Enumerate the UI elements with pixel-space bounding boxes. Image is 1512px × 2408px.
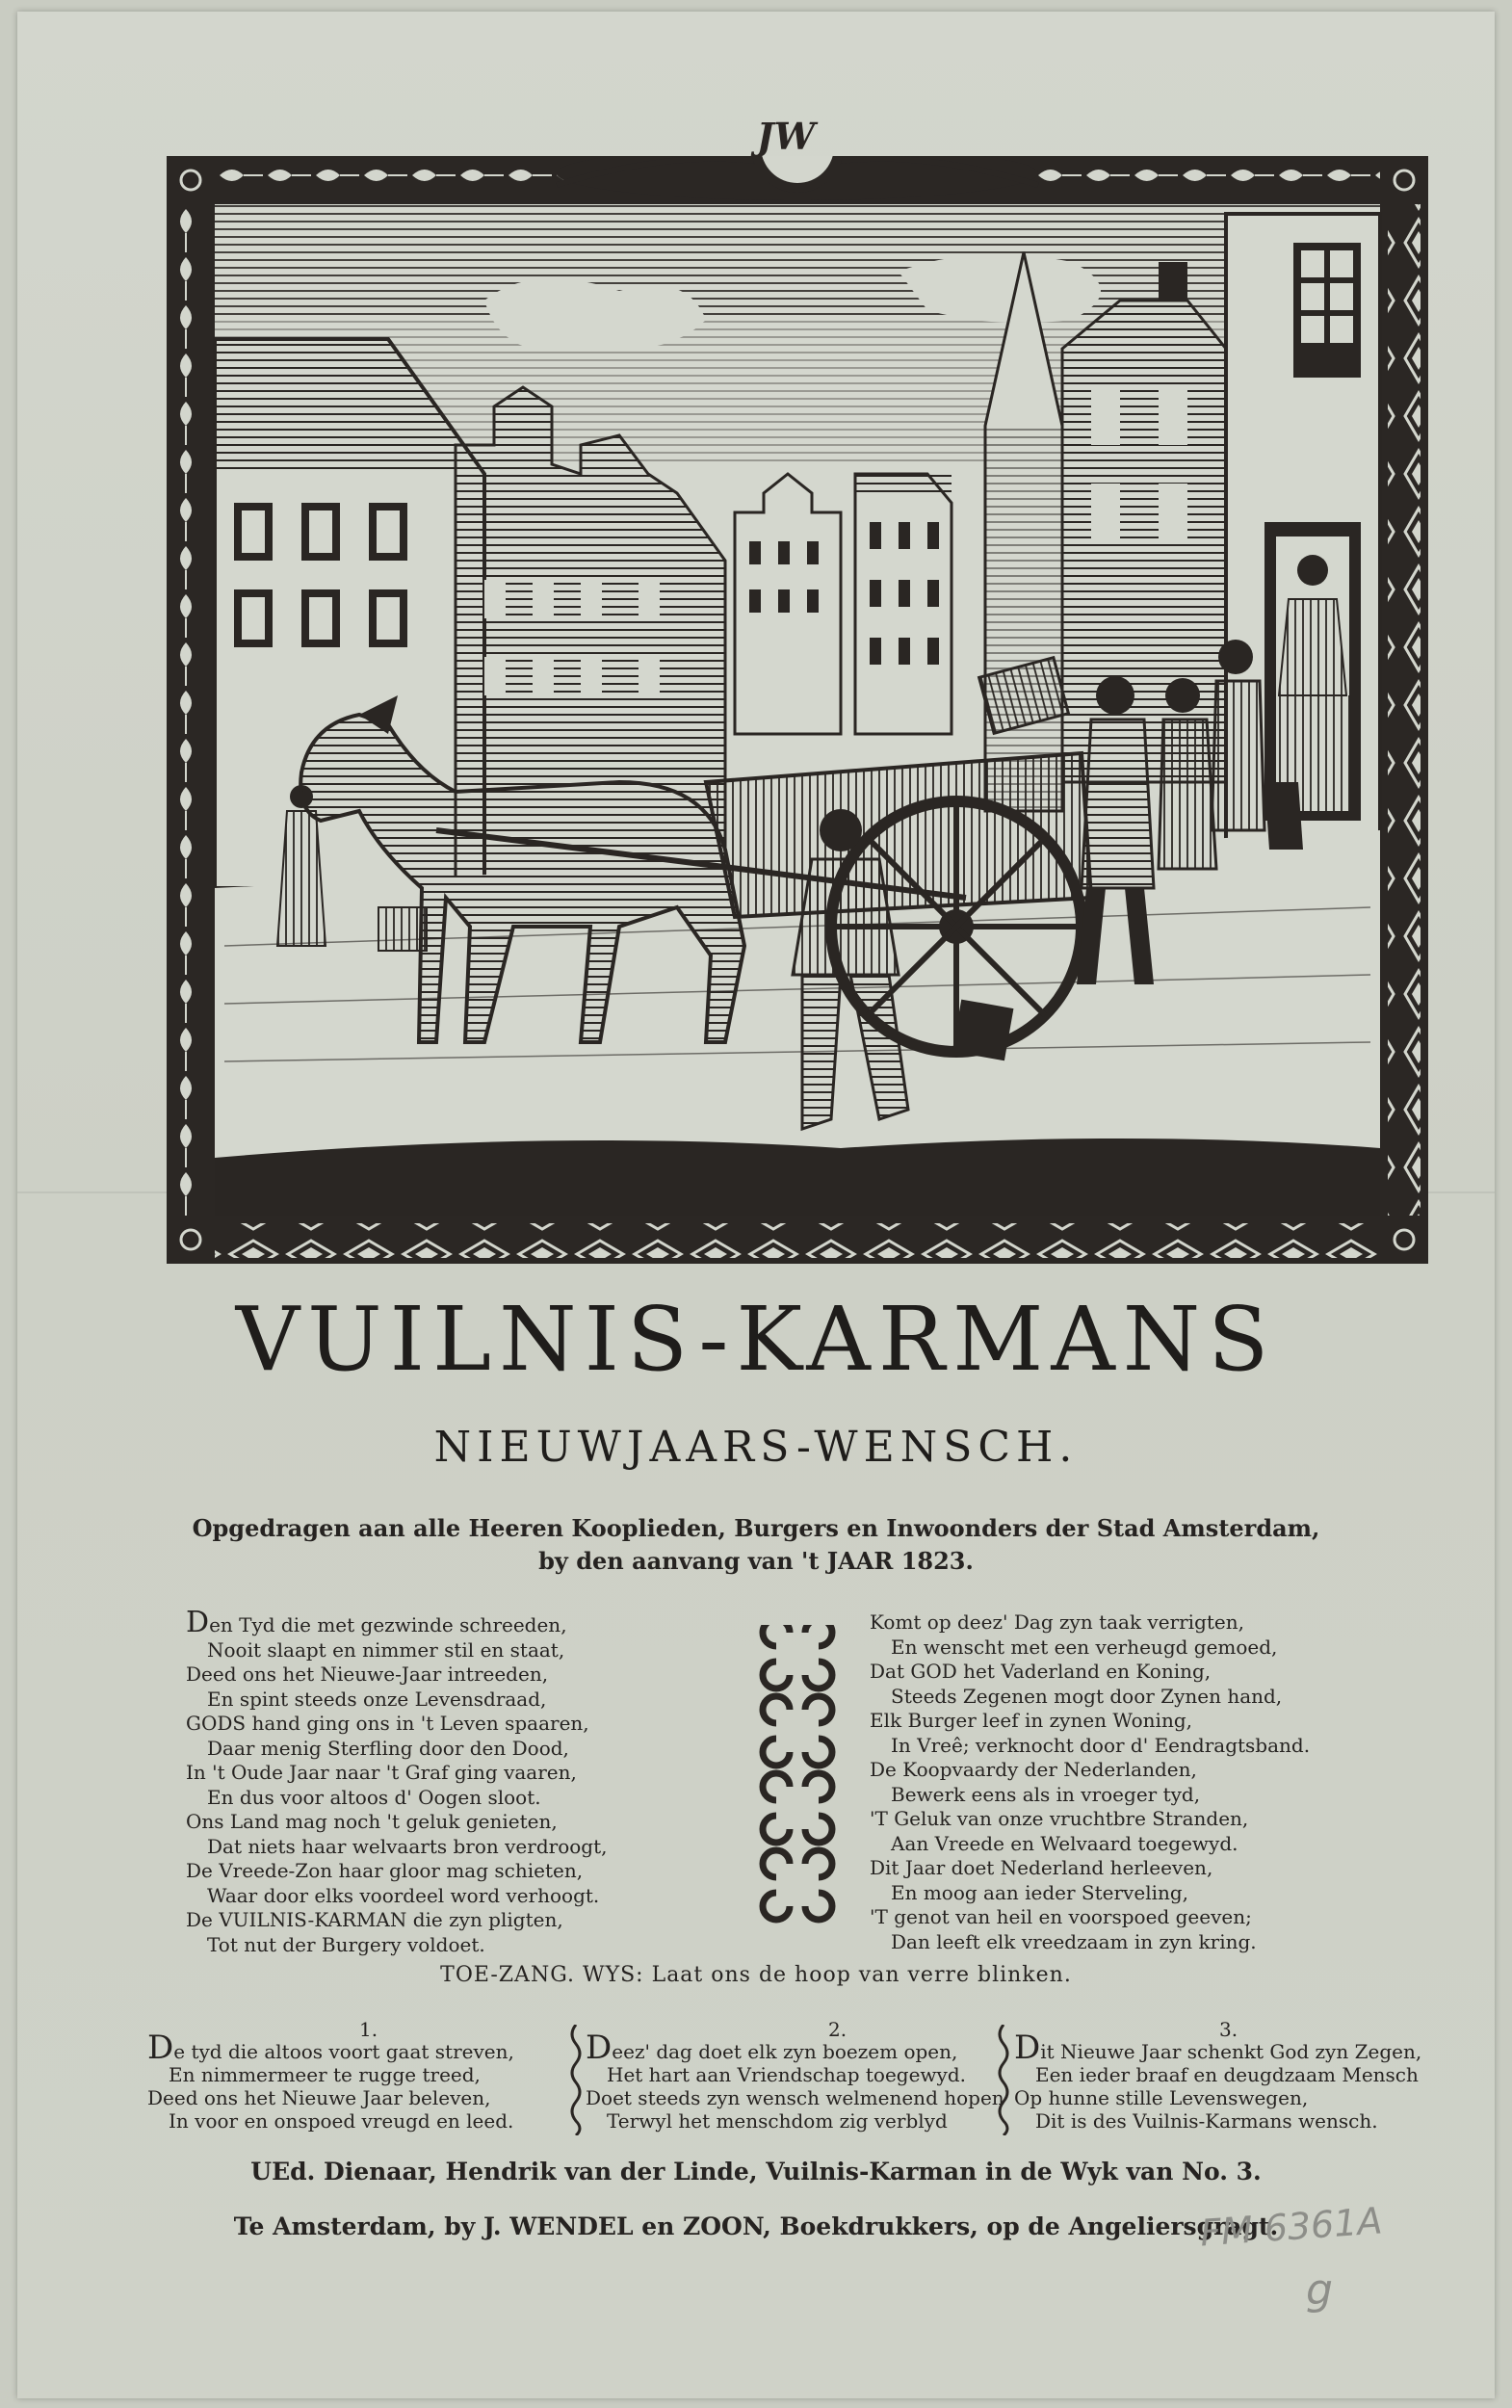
stanza-line: Terwyl het menschdom zig verblyd: [607, 2109, 948, 2133]
stanza-divider: [564, 2025, 587, 2135]
stanza-line: Een ieder braaf en deugdzaam Mensch: [1035, 2063, 1419, 2086]
verse-line: Dit Jaar doet Nederland herleeven,: [870, 1856, 1213, 1879]
verse-line: 'T genot van heil en voorspoed geeven;: [870, 1905, 1252, 1928]
verse-line: Daar menig Sterfling door den Dood,: [207, 1736, 569, 1760]
dedication: [17, 1512, 1495, 1578]
frame-left-ornament: [174, 204, 207, 1216]
verse-right-column: [870, 1610, 1467, 1954]
verse-line: De Koopvaardy der Nederlanden,: [870, 1758, 1197, 1781]
stanza-1: [147, 2028, 576, 2133]
stanza-divider: [992, 2025, 1015, 2135]
verse-line: En spint steeds onze Levensdraad,: [207, 1687, 547, 1711]
printer-imprint: Te Amsterdam, by J. WENDEL en ZOON, Boekdrukkers, op de Angeliersgragt.: [233, 2212, 1279, 2240]
verse-line: Steeds Zegenen mogt door Zynen hand,: [891, 1684, 1283, 1708]
pencil-note-line-1: FM 6361A: [1198, 2199, 1384, 2255]
fleuron-ornaments: [759, 1625, 836, 1943]
verse-line: Nooit slaapt en nimmer stil en staat,: [207, 1637, 565, 1662]
verse-line: In 't Oude Jaar naar 't Graf ging vaaren,: [186, 1761, 577, 1784]
monogram-medallion: JW: [756, 115, 816, 158]
verse-line: 'T Geluk van onze vruchtbre Stranden,: [870, 1807, 1249, 1830]
stanza-3: [1014, 2028, 1467, 2133]
verse-line: Bewerk eens als in vroeger tyd,: [891, 1782, 1201, 1806]
verse-left-column: [186, 1606, 725, 1957]
stanza-number: 3.: [1219, 2018, 1238, 2041]
verse-line: Aan Vreede en Welvaard toegewyd.: [891, 1831, 1238, 1855]
verse-line: Deed ons het Nieuwe-Jaar intreeden,: [186, 1662, 549, 1686]
stanza-line: Doet steeds zyn wensch welmenend hopen: [586, 2086, 1004, 2109]
stanza-2: [586, 2028, 1009, 2133]
pencil-inventory-note: [1198, 2199, 1450, 2350]
stanza-line: Deez' dag doet elk zyn boezem open,: [586, 2028, 958, 2067]
frame-right-ornament: [1388, 204, 1421, 1216]
verse-line: En wenscht met een verheugd gemoed,: [891, 1635, 1278, 1659]
verse-line: Ons Land mag noch 't geluk genieten,: [186, 1810, 558, 1833]
stanza-line: Deed ons het Nieuwe Jaar beleven,: [147, 2086, 491, 2109]
stanza-number: 1.: [359, 2018, 378, 2041]
stanza-line: Dit Nieuwe Jaar schenkt God zyn Zegen,: [1014, 2028, 1422, 2067]
verse-line: Dat niets haar welvaarts bron verdroogt,: [207, 1834, 608, 1858]
verse-line: De VUILNIS-KARMAN die zyn pligten,: [186, 1908, 563, 1931]
verse-line: Waar door elks voordeel word verhoogt.: [207, 1883, 600, 1907]
stanza-line: De tyd die altoos voort gaat streven,: [147, 2028, 514, 2067]
pencil-note-line-2: g: [1306, 2265, 1333, 2315]
stanza-line: Op hunne stille Levenswegen,: [1014, 2086, 1309, 2109]
verse-line: Dan leeft elk vreedzaam in zyn kring.: [891, 1929, 1257, 1953]
print-title: VUILNIS-KARMANS: [235, 1288, 1277, 1391]
verse-line: De Vreede-Zon haar gloor mag schieten,: [186, 1859, 584, 1882]
stanza-line: Dit is des Vuilnis-Karmans wensch.: [1035, 2109, 1378, 2133]
verse-line: Elk Burger leef in zynen Woning,: [870, 1709, 1192, 1732]
woodcut-svg: [167, 156, 1428, 1264]
woodcut-illustration: [167, 156, 1428, 1264]
print-subtitle: NIEUWJAARS-WENSCH.: [433, 1423, 1079, 1472]
frame-bottom-ornament: [215, 1223, 1380, 1258]
song-heading: TOE-ZANG. WYS: Laat ons de hoop van verre blinken.: [440, 1963, 1072, 1987]
stanza-line: En nimmermeer te rugge treed,: [169, 2063, 481, 2086]
verse-line: En moog aan ieder Sterveling,: [891, 1880, 1189, 1904]
verse-line: En dus voor altoos d' Oogen sloot.: [207, 1785, 541, 1809]
dedication-line-1: Opgedragen aan alle Heeren Kooplieden, Burgers en Inwoonders der Stad Amsterdam,: [192, 1514, 1320, 1542]
print-sheet: [17, 12, 1495, 2398]
stanza-line: Het hart aan Vriendschap toegewyd.: [607, 2063, 966, 2086]
dedication-line-2: by den aanvang van 't JAAR 1823.: [538, 1547, 974, 1575]
verse-line: In Vreê; verknocht door d' Eendragtsband.: [891, 1733, 1311, 1757]
stanza-line: In voor en onspoed vreugd en leed.: [169, 2109, 514, 2133]
stanza-number: 2.: [828, 2018, 847, 2041]
verse-line: Dat GOD het Vaderland en Koning,: [870, 1660, 1212, 1683]
verse-line: Den Tyd die met gezwinde schreeden,: [186, 1606, 567, 1639]
verse-line: Tot nut der Burgery voldoet.: [207, 1932, 485, 1956]
servant-signature: UEd. Dienaar, Hendrik van der Linde, Vuilnis-Karman in de Wyk van No. 3.: [250, 2158, 1262, 2186]
verse-line: Komt op deez' Dag zyn taak verrigten,: [870, 1610, 1244, 1634]
verse-line: GODS hand ging ons in 't Leven spaaren,: [186, 1712, 589, 1735]
